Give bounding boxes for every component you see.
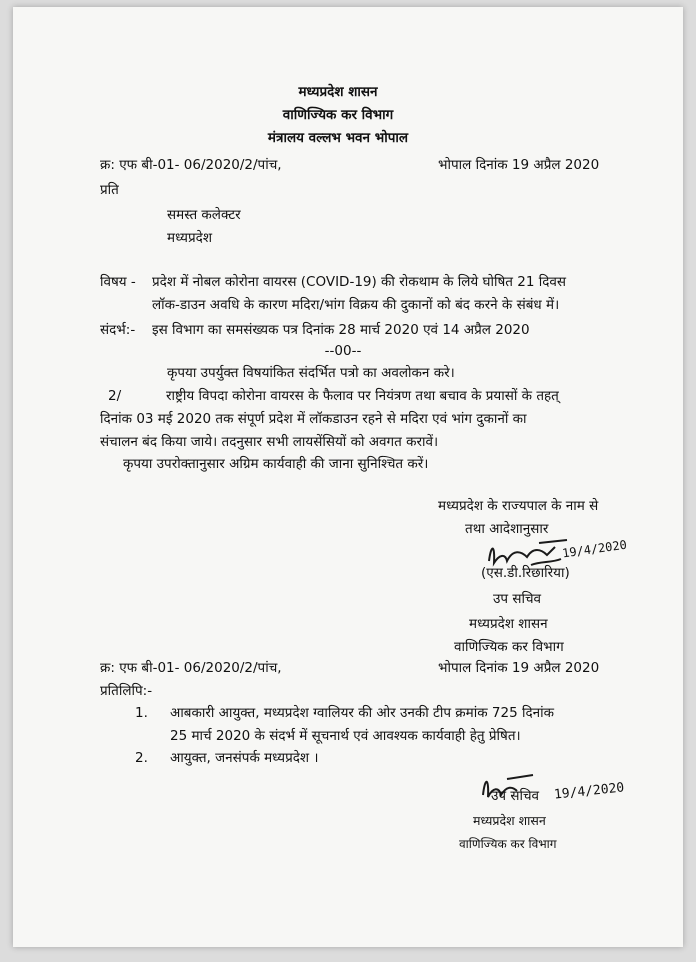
copy-item-1-number: 1. bbox=[135, 705, 148, 721]
copy-designation: उप सचिव bbox=[491, 788, 540, 804]
ref-number: क्र: एफ बी-01- 06/2020/2/पांच, bbox=[100, 157, 282, 173]
para-3: कृपया उपरोक्तानुसार अग्रिम कार्यवाही की जाना सुनिश्चित करें। bbox=[123, 456, 429, 472]
copy-place-date: भोपाल दिनांक 19 अप्रैल 2020 bbox=[438, 660, 600, 676]
subject-label: विषय - bbox=[100, 274, 136, 290]
signature-2-date: 19/4/2020 bbox=[553, 780, 625, 803]
addressee-line2: मध्यप्रदेश bbox=[167, 230, 213, 246]
reference-text: इस विभाग का समसंख्यक पत्र दिनांक 28 मार्च 2020 एवं 14 अप्रैल 2020 bbox=[152, 322, 530, 338]
header-dept: वाणिज्यिक कर विभाग bbox=[282, 107, 394, 123]
copy-item-2-line1: आयुक्त, जनसंपर्क मध्यप्रदेश । bbox=[170, 750, 319, 766]
sign-authority-line1: मध्यप्रदेश के राज्यपाल के नाम से bbox=[438, 498, 599, 514]
separator: --00-- bbox=[324, 343, 362, 359]
signature-1-date: 19/4/2020 bbox=[561, 537, 628, 561]
place-date: भोपाल दिनांक 19 अप्रैल 2020 bbox=[438, 157, 600, 173]
sign-authority-line2: तथा आदेशानुसार bbox=[465, 521, 549, 537]
addressee-line1: समस्त कलेक्टर bbox=[167, 207, 241, 223]
para-2-line1: राष्ट्रीय विपदा कोरोना वायरस के फैलाव पर नियंत्रण तथा बचाव के प्रयासों के तहत् bbox=[166, 388, 559, 404]
subject-line2: लॉक-डाउन अवधि के कारण मदिरा/भांग विक्रय की दुकानों को बंद करने के संबंध में। bbox=[152, 297, 560, 313]
header-office: मंत्रालय वल्लभ भवन भोपाल bbox=[267, 130, 409, 146]
para-1: कृपया उपर्युक्त विषयांकित संदर्भित पत्रो का अवलोकन करे। bbox=[167, 365, 455, 381]
subject-line1: प्रदेश में नोबल कोरोना वायरस (COVID-19) की रोकथाम के लिये घोषित 21 दिवस bbox=[152, 274, 567, 290]
signatory-name: (एस.डी.रिछारिया) bbox=[481, 565, 570, 581]
copy-govt: मध्यप्रदेश शासन bbox=[473, 813, 546, 828]
document-page bbox=[13, 7, 683, 947]
copy-item-2-number: 2. bbox=[135, 750, 148, 766]
prati-label: प्रति bbox=[100, 182, 119, 198]
para-2-number: 2/ bbox=[108, 388, 122, 404]
signatory-dept: वाणिज्यिक कर विभाग bbox=[454, 639, 564, 655]
para-2-line2: दिनांक 03 मई 2020 तक संपूर्ण प्रदेश में लॉकडाउन रहने से मदिरा एवं भांग दुकानों का bbox=[100, 411, 527, 427]
copy-label: प्रतिलिपि:- bbox=[100, 683, 153, 699]
copy-item-1-line2: 25 मार्च 2020 के संदर्भ में सूचनार्थ एवं आवश्यक कार्यवाही हेतु प्रेषित। bbox=[170, 728, 521, 744]
copy-ref-number: क्र: एफ बी-01- 06/2020/2/पांच, bbox=[100, 660, 282, 676]
reference-label: संदर्भ:- bbox=[100, 322, 136, 338]
signatory-govt: मध्यप्रदेश शासन bbox=[469, 616, 548, 632]
copy-item-1-line1: आबकारी आयुक्त, मध्यप्रदेश ग्वालियर की ओर उनकी टीप क्रमांक 725 दिनांक bbox=[170, 705, 554, 721]
signatory-designation: उप सचिव bbox=[493, 591, 542, 607]
header-govt: मध्यप्रदेश शासन bbox=[298, 84, 378, 100]
copy-dept: वाणिज्यिक कर विभाग bbox=[459, 837, 557, 851]
para-2-line3: संचालन बंद किया जाये। तदनुसार सभी लायसेंसियों को अवगत करावें। bbox=[100, 434, 439, 450]
